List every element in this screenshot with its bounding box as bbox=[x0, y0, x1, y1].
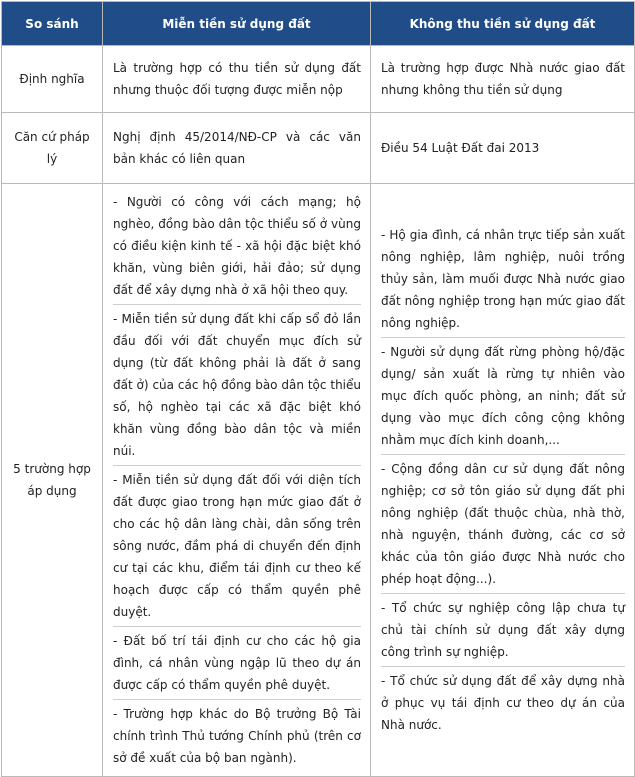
list-item: - Tổ chức sử dụng đất để xây dựng nhà ở phục vụ tái định cư theo dự án của Nhà nước. bbox=[381, 674, 625, 732]
definition-exempt: Là trường hợp có thu tiền sử dụng đất nhưng thuộc đối tượng được miễn nộp bbox=[103, 46, 371, 113]
row-label-cases: 5 trường hợp áp dụng bbox=[2, 184, 103, 777]
header-compare: So sánh bbox=[2, 2, 103, 46]
definition-no-charge: Là trường hợp được Nhà nước giao đất nhưng không thu tiền sử dụng bbox=[371, 46, 635, 113]
list-item: - Trường hợp khác do Bộ trưởng Bộ Tài chính trình Thủ tướng Chính phủ (trên cơ sở đề xuất của bộ ban ngành). bbox=[113, 707, 361, 765]
header-no-charge: Không thu tiền sử dụng đất bbox=[371, 2, 635, 46]
list-item: - Tổ chức sự nghiệp công lập chưa tự chủ tài chính sử dụng đất xây dựng công trình sự nghiệp. bbox=[381, 594, 625, 667]
row-label-legal: Căn cứ pháp lý bbox=[2, 113, 103, 184]
row-cases bbox=[2, 184, 635, 777]
list-item: - Người có công với cách mạng; hộ nghèo, đồng bào dân tộc thiểu số ở vùng có điều kiện kinh tế - xã hội đặc biệt khó khăn, vùng biên giới, hải đảo; sử dụng đất để xây dựng nhà ở xã hội theo quy. bbox=[113, 188, 361, 305]
comparison-table bbox=[1, 1, 635, 777]
header-row bbox=[2, 2, 635, 46]
header-exempt: Miễn tiền sử dụng đất bbox=[103, 2, 371, 46]
cases-no-charge bbox=[371, 184, 635, 777]
legal-exempt: Nghị định 45/2014/NĐ-CP và các văn bản khác có liên quan bbox=[103, 113, 371, 184]
row-definition bbox=[2, 46, 635, 113]
row-legal bbox=[2, 113, 635, 184]
legal-no-charge: Điều 54 Luật Đất đai 2013 bbox=[371, 113, 635, 184]
list-item: - Người sử dụng đất rừng phòng hộ/đặc dụng/ sản xuất là rừng tự nhiên vào mục đích quốc phòng, an ninh; đất sử dụng vào mục đích công cộng không nhằm mục đích kinh doanh,... bbox=[381, 338, 625, 455]
list-item: - Hộ gia đình, cá nhân trực tiếp sản xuất nông nghiệp, lâm nghiệp, nuôi trồng thủy sản, làm muối được Nhà nước giao đất nông nghiệp trong hạn mức giao đất nông nghiệp. bbox=[381, 221, 625, 338]
list-item: - Miễn tiền sử dụng đất đối với diện tích đất được giao trong hạn mức giao đất ở cho các hộ dân làng chài, dân sống trên sông nước, đầm phá di chuyển đến định cư tại các khu, điểm tái định cư theo kế hoạch được cấp có thẩm quyền phê duyệt. bbox=[113, 466, 361, 627]
list-item: - Miễn tiền sử dụng đất khi cấp sổ đỏ lần đầu đối với đất chuyển mục đích sử dụng (từ đất không phải là đất ở sang đất ở) của các hộ đồng bào dân tộc thiểu số, hộ nghèo tại các xã đặc biệt khó khăn vùng đồng bào dân tộc và miền núi. bbox=[113, 305, 361, 466]
row-label-definition: Định nghĩa bbox=[2, 46, 103, 113]
cases-exempt bbox=[103, 184, 371, 777]
list-item: - Đất bố trí tái định cư cho các hộ gia đình, cá nhân vùng ngập lũ theo dự án được cấp có thẩm quyền phê duyệt. bbox=[113, 627, 361, 700]
list-item: - Cộng đồng dân cư sử dụng đất nông nghiệp; cơ sở tôn giáo sử dụng đất phi nông nghiệp (đất thuộc chùa, nhà thờ, nhà nguyện, thánh đường, các cơ sở khác của tôn giáo được Nhà nước cho phép hoạt động...). bbox=[381, 455, 625, 594]
